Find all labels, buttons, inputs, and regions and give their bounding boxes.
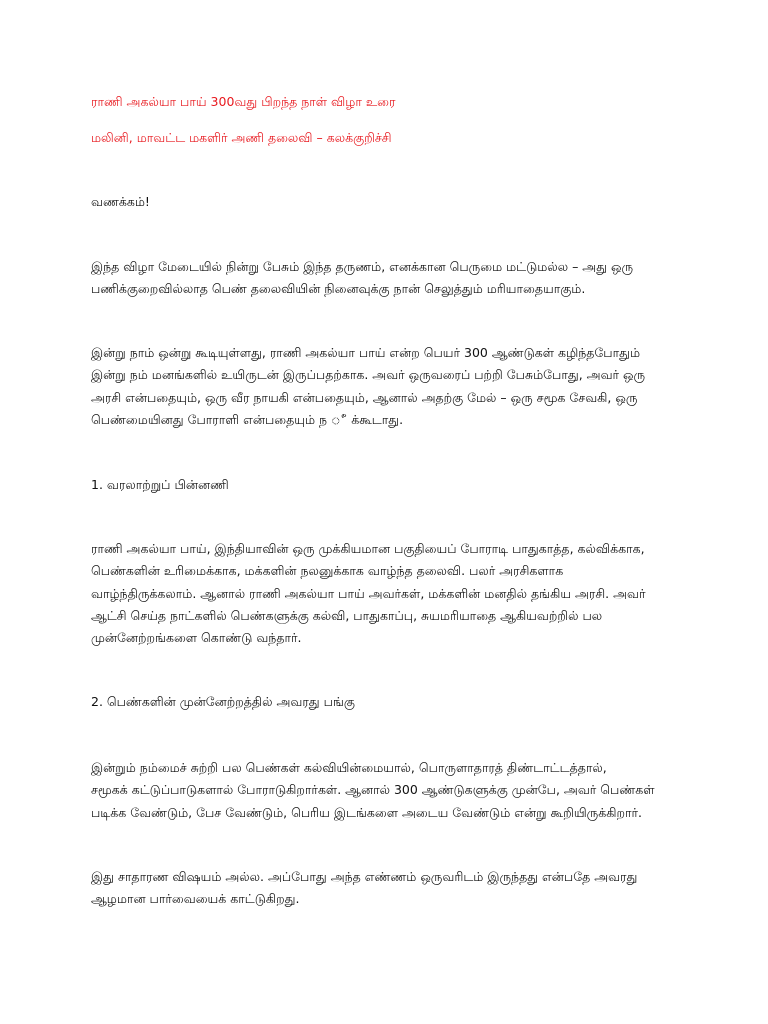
paragraph-line: இன்றும் நம்மைச் சுற்றி பல பெண்கள் கல்வியின்மையால், பொருளாதாரத் திண்டாட்டத்தால், xyxy=(91,760,607,775)
paragraph-line: முன்னேற்றங்களை கொண்டு வந்தார். xyxy=(91,630,302,646)
paragraph-line: ராணி அகல்யா பாய், இந்தியாவின் ஒரு முக்கியமான பகுதியைப் போராடி பாதுகாத்த, கல்விக்காக, xyxy=(91,541,645,556)
paragraph-line: அரசி என்பதையும், ஒரு வீர நாயகி என்பதையும், ஆனால் அதற்கு மேல் – ஒரு சமூக சேவகி, ஒரு xyxy=(91,389,638,405)
paragraph-3 xyxy=(91,538,691,649)
speech-title: ராணி அகல்யா பாய் 300வது பிறந்த நாள் விழா உரை xyxy=(91,94,396,109)
paragraph-line: பெண்மையினது போராளி என்பதையும் ந ◌ீ க்கூடாது. xyxy=(91,411,404,427)
paragraph-line: பணிக்குறைவில்லாத பெண் தலைவியின் நினைவுக்கு நான் செலுத்தும் மரியாதையாகும். xyxy=(91,281,586,297)
paragraph-5 xyxy=(91,866,691,911)
paragraph-line: இது சாதாரண விஷயம் அல்ல. அப்போது அந்த எண்ணம் ஒருவரிடம் இருந்தது என்பதே அவரது xyxy=(91,869,638,884)
paragraph-line: இந்த விழா மேடையில் நின்று பேசும் இந்த தருணம், எனக்கான பெருமை மட்டுமல்ல – அது ஒரு xyxy=(91,259,634,274)
paragraph-1 xyxy=(91,256,691,301)
section-heading-1: 1. வரலாற்றுப் பின்னணி xyxy=(91,477,229,492)
paragraph-line: ஆட்சி செய்த நாட்களில் பெண்களுக்கு கல்வி, பாதுகாப்பு, சுயமரியாதை ஆகியவற்றில் பல xyxy=(91,607,603,623)
paragraph-line: இன்று நாம் ஒன்று கூடியுள்ளது, ராணி அகல்யா பாய் என்ற பெயர் 300 ஆண்டுகள் கழிந்தபோதும் xyxy=(91,345,641,360)
greeting: வணக்கம்! xyxy=(91,194,150,209)
section-heading-2: 2. பெண்களின் முன்னேற்றத்தில் அவரது பங்கு xyxy=(91,694,355,709)
paragraph-line: படிக்க வேண்டும், பேச வேண்டும், பெரிய இடங்களை அடைய வேண்டும் என்று கூறியிருக்கிறார். xyxy=(91,804,643,820)
paragraph-line: இன்று நம் மனங்களில் உயிருடன் இருப்பதற்காக. அவர் ஒருவரைப் பற்றி பேசும்போது, அவர் ஒரு xyxy=(91,367,646,383)
paragraph-line: வாழ்ந்திருக்கலாம். ஆனால் ராணி அகல்யா பாய் அவர்கள், மக்களின் மனதில் தங்கிய அரசி. அவர் xyxy=(91,585,646,601)
paragraph-line: சமூகக் கட்டுப்பாடுகளால் போராடுகிறார்கள். ஆனால் 300 ஆண்டுகளுக்கு முன்பே, அவர் பெண்கள் xyxy=(91,782,655,798)
paragraph-2 xyxy=(91,342,691,431)
speaker-line: மலினி, மாவட்ட மகளிர் அணி தலைவி – கலக்குறிச்சி xyxy=(91,130,392,145)
paragraph-line: பெண்களின் உரிமைக்காக, மக்களின் நலனுக்காக வாழ்ந்த தலைவி. பலர் அரசிகளாக xyxy=(91,563,564,579)
paragraph-line: ஆழமான பார்வையைக் காட்டுகிறது. xyxy=(91,891,300,907)
paragraph-4 xyxy=(91,757,691,824)
